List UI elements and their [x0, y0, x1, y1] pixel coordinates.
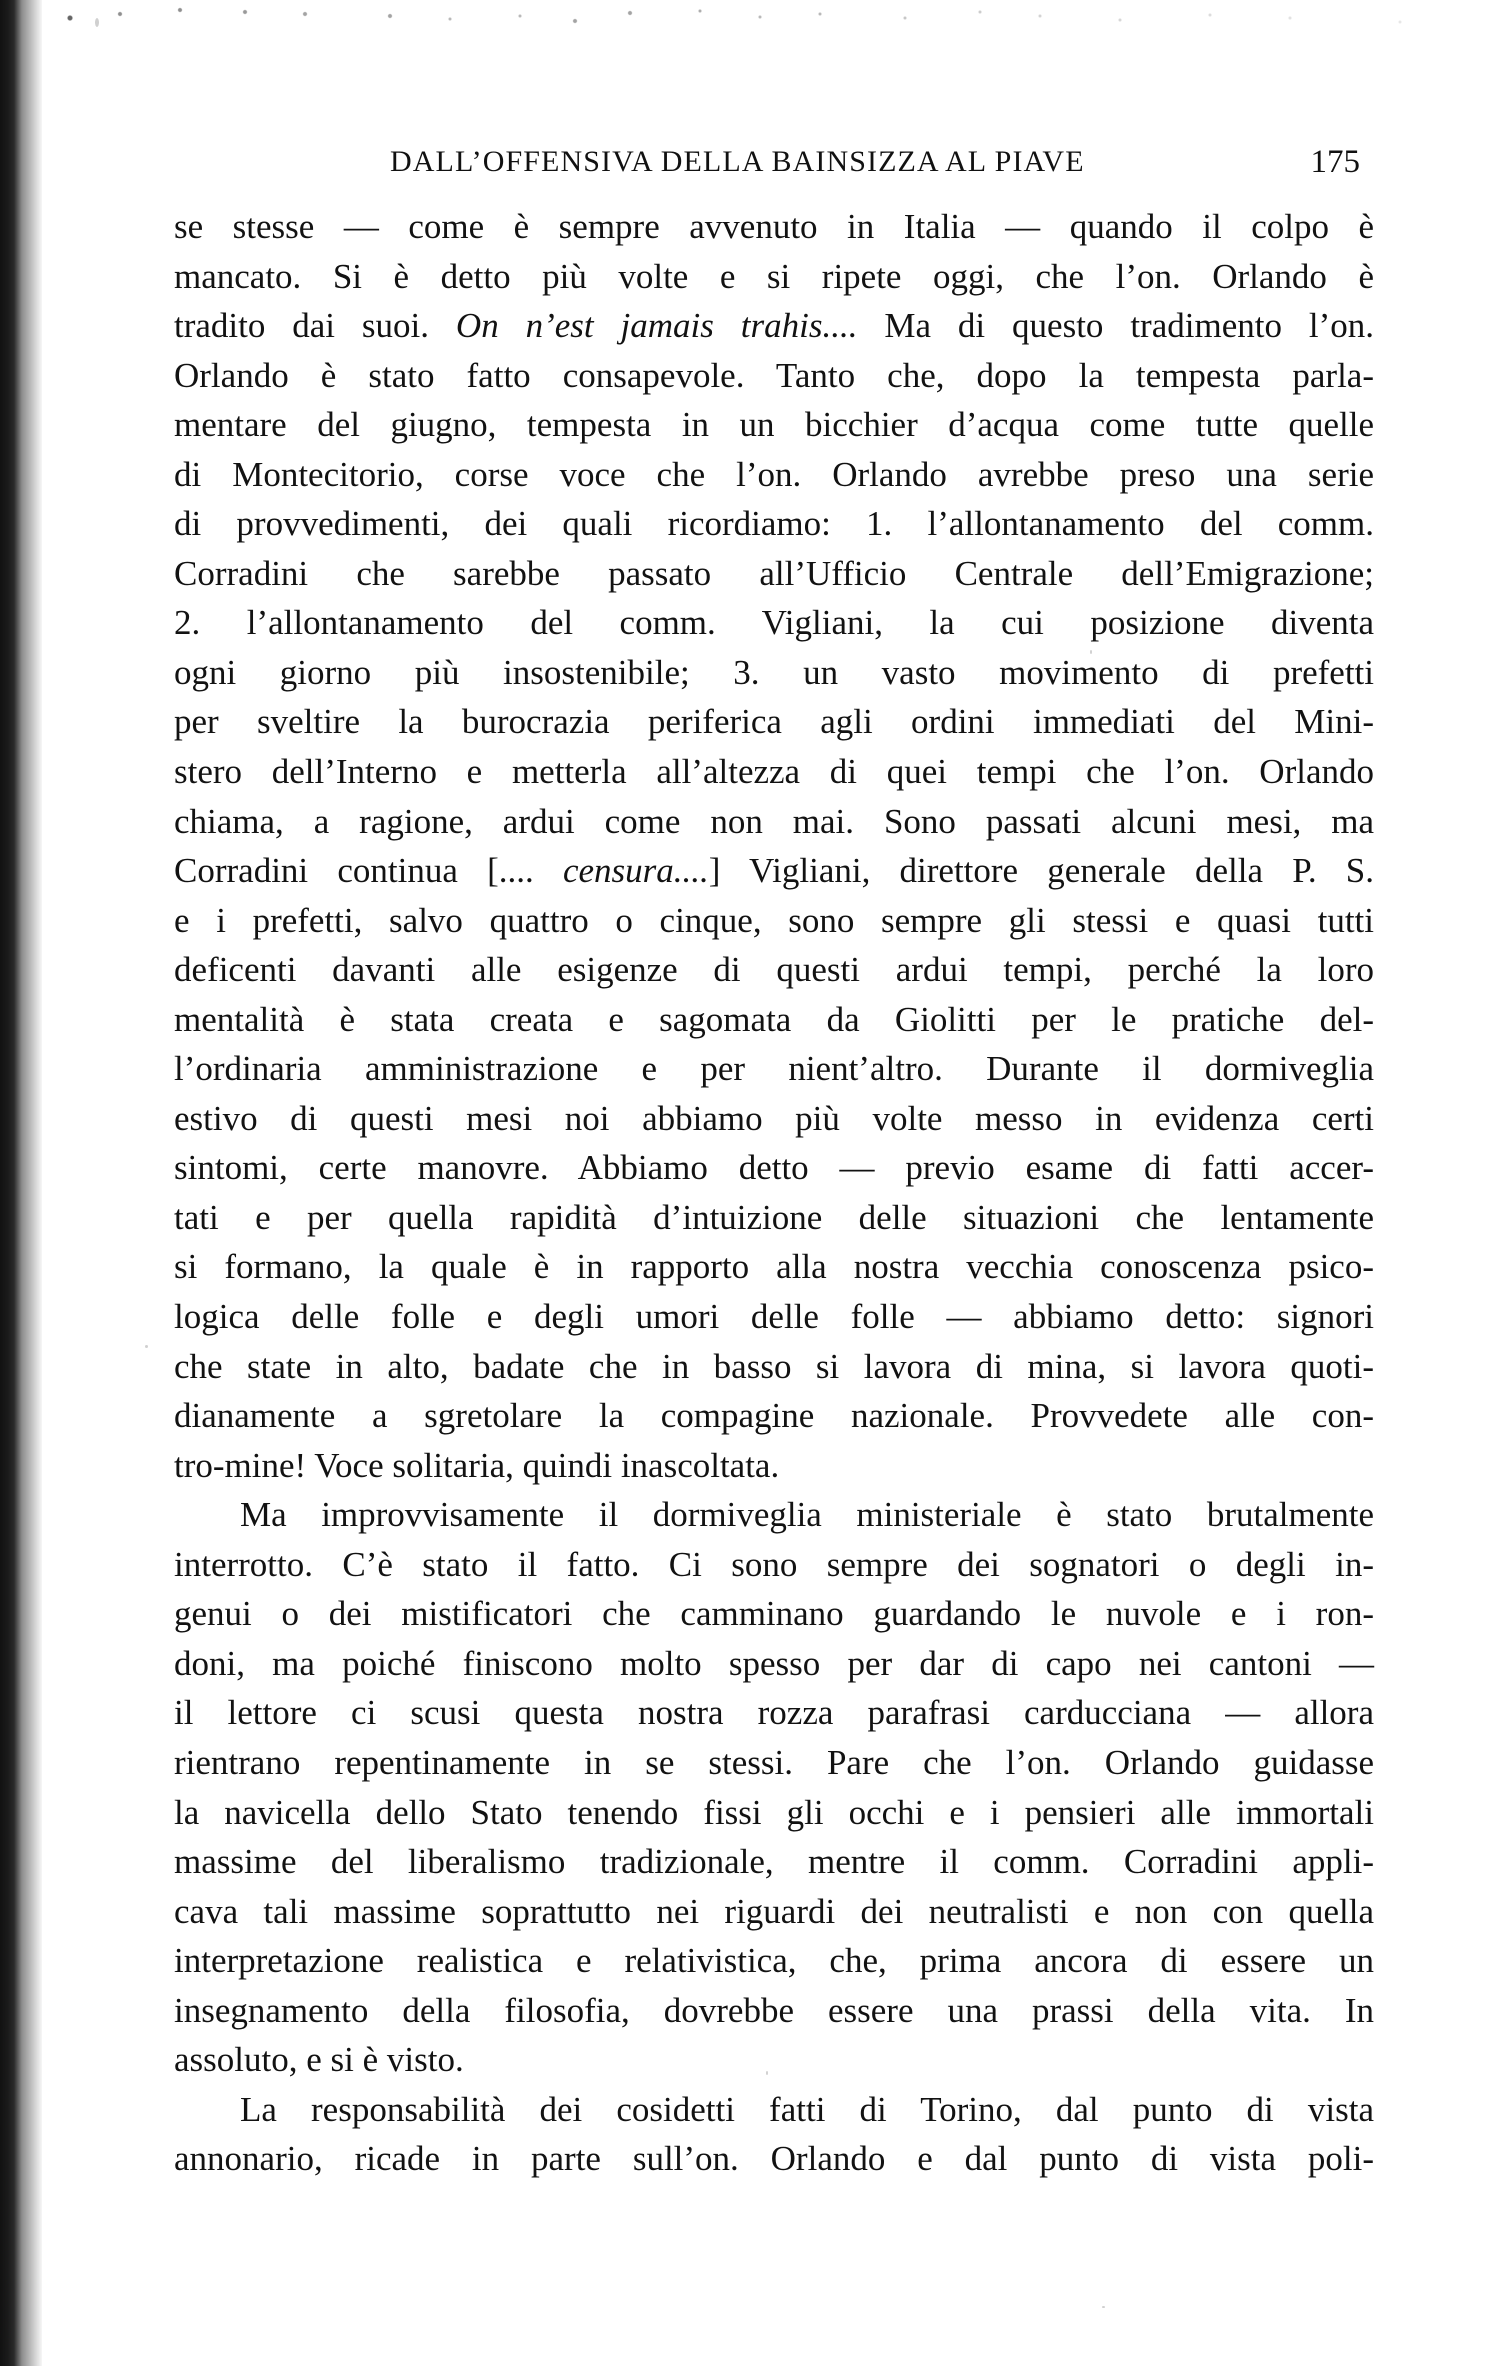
dark-scan-edge	[0, 0, 42, 2366]
scan-noise-top	[0, 0, 1498, 70]
paragraph-first-line: La responsabilità dei cosidetti fatti di Torino, dal punto di vista	[240, 2089, 1374, 2129]
text-line: massime del liberalismo tradizionale, mentre il comm. Corradini appli-	[174, 1842, 1374, 1882]
text-line: l’ordinaria amministrazione e per nient’altro. Durante il dormiveglia	[174, 1049, 1374, 1089]
text-line: per sveltire la burocrazia periferica agli ordini immediati del Mini-	[174, 702, 1374, 742]
scan-mark	[95, 18, 99, 27]
page-body	[174, 202, 1374, 2184]
italic-censored-marker: censura....	[562, 851, 709, 891]
text-segment: tradito dai suoi.	[174, 306, 456, 346]
text-line: chiama, a ragione, ardui come non mai. Sono passati alcuni mesi, ma	[174, 801, 1374, 841]
text-line: di Montecitorio, corse voce che l’on. Orlando avrebbe preso una serie	[174, 454, 1374, 494]
text-line: mancato. Si è detto più volte e si ripete oggi, che l’on. Orlando è	[174, 256, 1374, 296]
text-line: mentalità è stata creata e sagomata da Giolitti per le pratiche del-	[174, 999, 1374, 1039]
text-line: dianamente a sgretolare la compagine nazionale. Provvedete alle con-	[174, 1396, 1374, 1436]
text-line: il lettore ci scusi questa nostra rozza parafrasi carducciana — allora	[174, 1693, 1374, 1733]
text-line: assoluto, e si è visto.	[174, 2040, 464, 2080]
text-line: interpretazione realistica e relativistica, che, prima ancora di essere un	[174, 1941, 1374, 1981]
text-line: e i prefetti, salvo quattro o cinque, sono sempre gli stessi e quasi tutti	[174, 900, 1374, 940]
text-line: sintomi, certe manovre. Abbiamo detto — previo esame di fatti accer-	[174, 1148, 1374, 1188]
text-line: logica delle folle e degli umori delle folle — abbiamo detto: signori	[174, 1297, 1374, 1337]
text-line: la navicella dello Stato tenendo fissi gli occhi e i pensieri alle immortali	[174, 1792, 1374, 1832]
text-line: Orlando è stato fatto consapevole. Tanto che, dopo la tempesta parla-	[174, 355, 1374, 395]
text-line: estivo di questi mesi noi abbiamo più volte messo in evidenza certi	[174, 1098, 1374, 1138]
text-line: doni, ma poiché finiscono molto spesso per dar di capo nei cantoni —	[174, 1643, 1374, 1683]
text-line: mentare del giugno, tempesta in un bicchier d’acqua come tutte quelle	[174, 405, 1374, 445]
text-segment: Corradini continua [....	[174, 851, 563, 891]
text-line: insegnamento della filosofia, dovrebbe essere una prassi della vita. In	[174, 1990, 1374, 2030]
running-header	[0, 145, 1498, 185]
italic-quote: On n’est jamais trahis....	[455, 306, 858, 346]
text-line: Corradini che sarebbe passato all’Ufficio Centrale dell’Emigrazione;	[174, 553, 1374, 593]
text-line: di provvedimenti, dei quali ricordiamo: 1. l’allontanamento del comm.	[174, 504, 1374, 544]
scan-mark	[1102, 2306, 1105, 2308]
text-segment: ] Vigliani, direttore generale della P. S.	[708, 851, 1374, 891]
text-line: tati e per quella rapidità d’intuizione delle situazioni che lentamente	[174, 1197, 1374, 1237]
chapter-title: DALL’OFFENSIVA DELLA BAINSIZZA AL PIAVE	[390, 145, 1085, 178]
text-line: deficenti davanti alle esigenze di questi ardui tempi, perché la loro	[174, 950, 1374, 990]
text-segment: Ma di questo tradimento l’on.	[857, 306, 1374, 346]
text-line: ogni giorno più insostenibile; 3. un vasto movimento di prefetti	[174, 652, 1374, 692]
text-line: rientrano repentinamente in se stessi. Pare che l’on. Orlando guidasse	[174, 1742, 1374, 1782]
text-line: 2. l’allontanamento del comm. Vigliani, la cui posizione diventa	[174, 603, 1374, 643]
paragraph-first-line: Ma improvvisamente il dormiveglia ministeriale è stato brutalmente	[240, 1495, 1374, 1535]
page-number: 175	[1310, 144, 1360, 180]
text-line: interrotto. C’è stato il fatto. Ci sono sempre dei sognatori o degli in-	[174, 1544, 1374, 1584]
text-line: se stesse — come è sempre avvenuto in Italia — quando il colpo è	[174, 207, 1374, 246]
text-line: stero dell’Interno e metterla all’altezza di quei tempi che l’on. Orlando	[174, 752, 1374, 792]
scan-mark	[145, 1345, 148, 1348]
text-line	[174, 301, 1374, 351]
text-line: tro-mine! Voce solitaria, quindi inascoltata.	[174, 1445, 780, 1485]
text-line: genui o dei mistificatori che camminano guardando le nuvole e i ron-	[174, 1594, 1374, 1634]
text-line: cava tali massime soprattutto nei riguardi dei neutralisti e non con quella	[174, 1891, 1374, 1931]
text-line: annonario, ricade in parte sull’on. Orlando e dal punto di vista poli-	[174, 2139, 1374, 2179]
text-line	[174, 846, 1374, 896]
text-line: si formano, la quale è in rapporto alla nostra vecchia conoscenza psico-	[174, 1247, 1374, 1287]
text-line: che state in alto, badate che in basso si lavora di mina, si lavora quoti-	[174, 1346, 1374, 1386]
